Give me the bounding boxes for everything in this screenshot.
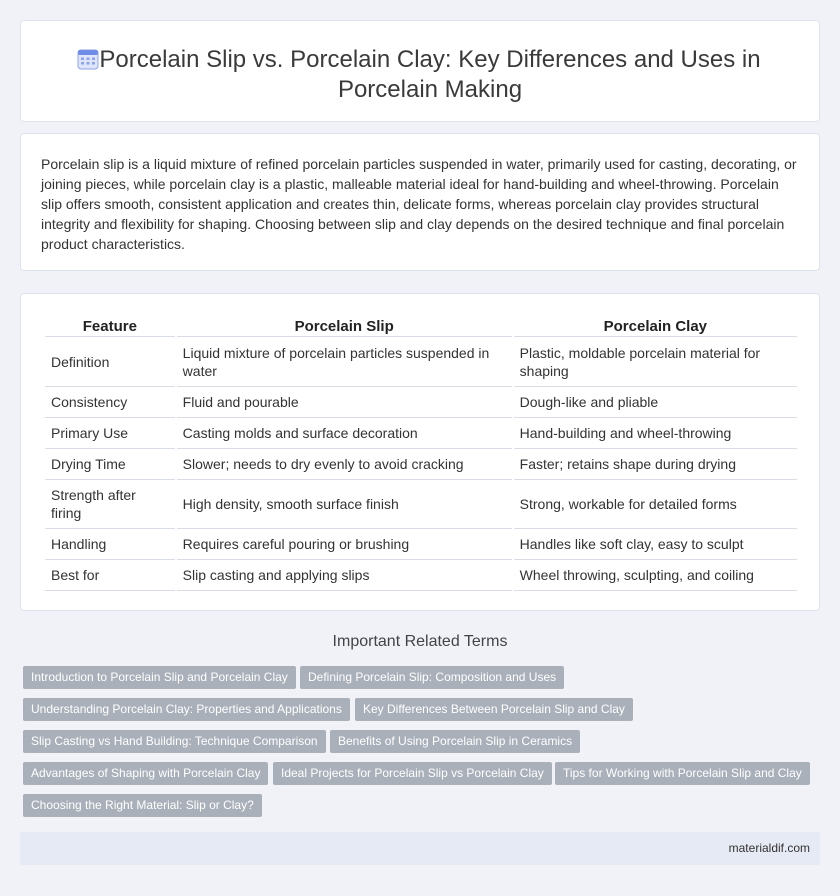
related-term-tag[interactable]: Slip Casting vs Hand Building: Technique Comparison xyxy=(23,730,326,753)
table-row xyxy=(45,560,797,591)
clay-cell: Handles like soft clay, easy to sculpt xyxy=(514,529,797,560)
related-term-tag[interactable]: Defining Porcelain Slip: Composition and Uses xyxy=(300,666,564,689)
table-row xyxy=(45,387,797,418)
table-row xyxy=(45,529,797,560)
intro-paragraph: Porcelain slip is a liquid mixture of refined porcelain particles suspended in water, primarily used for casting, decorating, or joining pieces, while porcelain clay is a plastic, malleable material ideal for hand-building and wheel-throwing. Porcelain slip offers smooth, consistent application and creates thin, delicate forms, whereas porcelain clay provides structural integrity and flexibility for shaping. Choosing between slip and clay depends on the desired technique and final porcelain product characteristics. xyxy=(41,156,797,252)
table-row xyxy=(45,337,797,387)
slip-cell: Slip casting and applying slips xyxy=(177,560,512,591)
feature-cell: Consistency xyxy=(45,387,175,418)
header-porcelain-slip: Porcelain Slip xyxy=(177,315,512,337)
clay-cell: Plastic, moldable porcelain material for shaping xyxy=(514,337,797,387)
feature-cell: Handling xyxy=(45,529,175,560)
clay-cell: Faster; retains shape during drying xyxy=(514,449,797,480)
related-term-tag[interactable]: Introduction to Porcelain Slip and Porcelain Clay xyxy=(23,666,296,689)
clay-cell: Wheel throwing, sculpting, and coiling xyxy=(514,560,797,591)
feature-cell: Definition xyxy=(45,337,175,387)
header-feature: Feature xyxy=(45,315,175,337)
slip-cell: Liquid mixture of porcelain particles suspended in water xyxy=(177,337,512,387)
slip-cell: Requires careful pouring or brushing xyxy=(177,529,512,560)
related-term-tag[interactable]: Tips for Working with Porcelain Slip and Clay xyxy=(555,762,810,785)
clay-cell: Strong, workable for detailed forms xyxy=(514,480,797,529)
related-term-tag[interactable]: Key Differences Between Porcelain Slip and Clay xyxy=(355,698,633,721)
table-row xyxy=(45,480,797,529)
comparison-table xyxy=(43,315,799,591)
related-term-tag[interactable]: Understanding Porcelain Clay: Properties and Applications xyxy=(23,698,350,721)
slip-cell: High density, smooth surface finish xyxy=(177,480,512,529)
slip-cell: Casting molds and surface decoration xyxy=(177,418,512,449)
feature-cell: Best for xyxy=(45,560,175,591)
related-term-tag[interactable]: Choosing the Right Material: Slip or Clay? xyxy=(23,794,262,817)
slip-cell: Slower; needs to dry evenly to avoid cracking xyxy=(177,449,512,480)
clay-cell: Dough-like and pliable xyxy=(514,387,797,418)
table-row xyxy=(45,449,797,480)
feature-cell: Primary Use xyxy=(45,418,175,449)
related-terms-heading: Important Related Terms xyxy=(332,633,508,650)
related-term-tag[interactable]: Advantages of Shaping with Porcelain Clay xyxy=(23,762,268,785)
footer xyxy=(20,832,820,865)
footer-site-name[interactable]: materialdif.com xyxy=(728,841,810,855)
header-porcelain-clay: Porcelain Clay xyxy=(514,315,797,337)
header-card xyxy=(20,20,820,122)
table-header-row xyxy=(45,315,797,337)
table-row xyxy=(45,418,797,449)
feature-cell: Drying Time xyxy=(45,449,175,480)
clay-cell: Hand-building and wheel-throwing xyxy=(514,418,797,449)
page-title: Porcelain Slip vs. Porcelain Clay: Key Differences and Uses in Porcelain Making xyxy=(99,46,761,103)
comparison-table-card xyxy=(20,293,820,611)
feature-cell: Strength after firing xyxy=(45,480,175,529)
intro-card xyxy=(20,133,820,271)
related-term-tag[interactable]: Benefits of Using Porcelain Slip in Ceramics xyxy=(330,730,580,753)
related-term-tag[interactable]: Ideal Projects for Porcelain Slip vs Porcelain Clay xyxy=(273,762,552,785)
slip-cell: Fluid and pourable xyxy=(177,387,512,418)
